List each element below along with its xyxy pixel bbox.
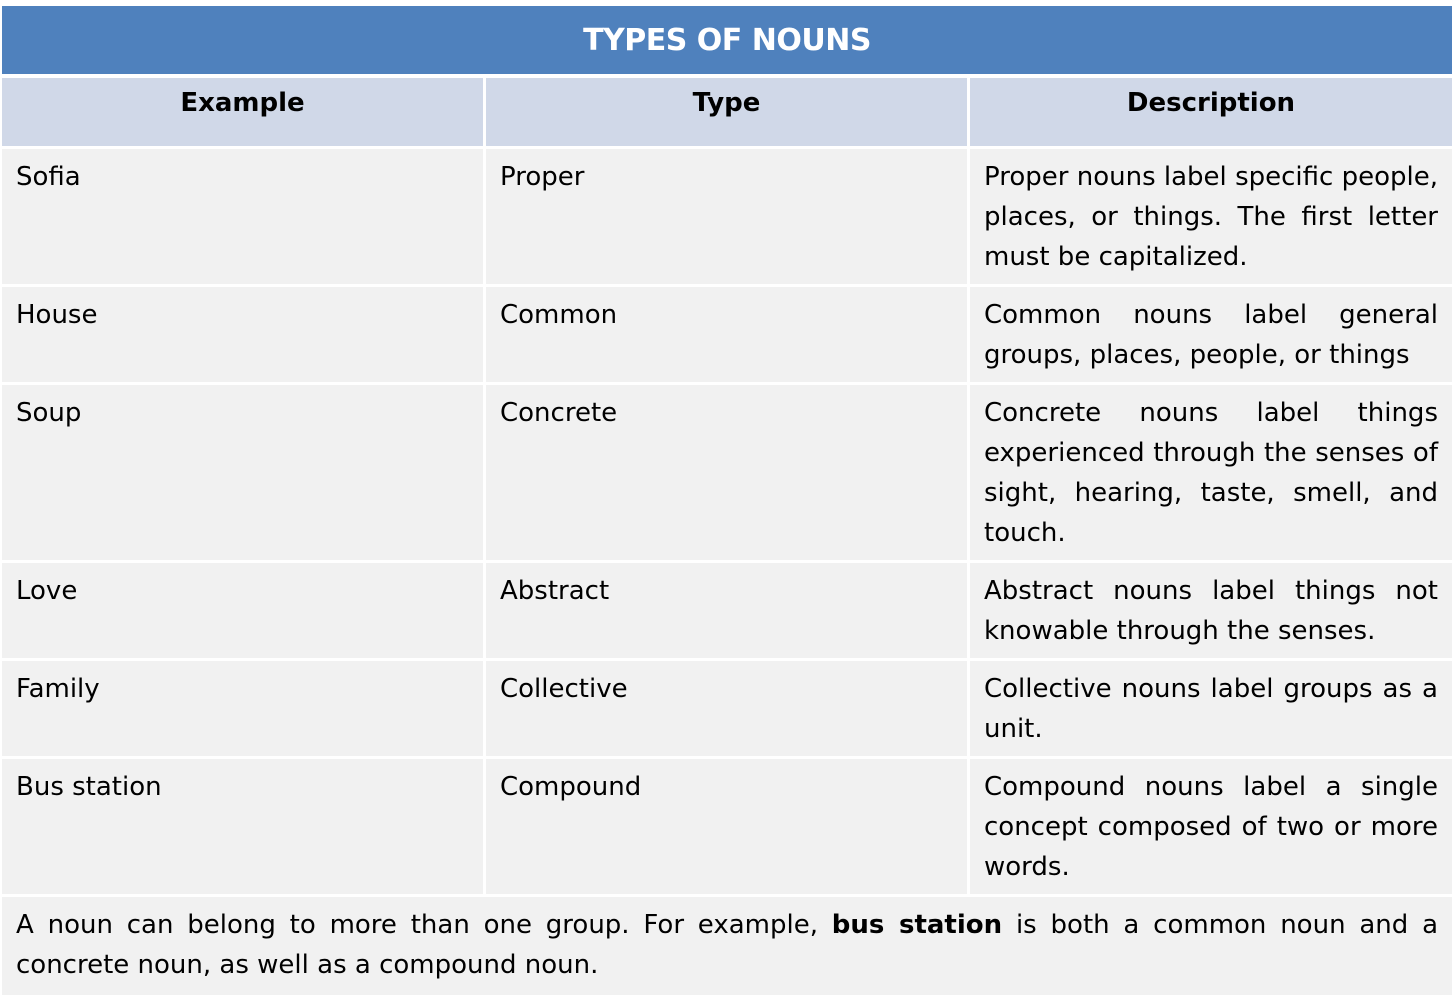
example-cell: House xyxy=(2,287,486,382)
header-example: Example xyxy=(2,78,486,146)
header-row xyxy=(2,78,1452,149)
type-cell: Concrete xyxy=(486,385,970,560)
table-row xyxy=(2,759,1452,897)
description-cell: Abstract nouns label things not knowable through the senses. xyxy=(984,576,1438,646)
example-cell: Sofia xyxy=(2,149,486,284)
table-row xyxy=(2,661,1452,759)
table-row xyxy=(2,149,1452,287)
description-cell: Compound nouns label a single concept composed of two or more words. xyxy=(984,772,1438,882)
footer-text-before: A noun can belong to more than one group. For example, xyxy=(16,910,832,940)
table-row xyxy=(2,287,1452,385)
example-cell: Love xyxy=(2,563,486,658)
type-cell: Common xyxy=(486,287,970,382)
header-type: Type xyxy=(486,78,970,146)
table-row xyxy=(2,563,1452,661)
description-cell: Proper nouns label specific people, places, or things. The first letter must be capitalized. xyxy=(984,162,1438,272)
header-description: Description xyxy=(1126,88,1296,118)
description-cell: Concrete nouns label things experienced through the senses of sight, hearing, taste, smell, and touch. xyxy=(984,398,1438,548)
footer-bold-term: bus station xyxy=(831,910,1003,940)
type-cell: Compound xyxy=(486,759,970,894)
nouns-table xyxy=(2,6,1452,995)
footer-note xyxy=(2,897,1452,995)
table-title: TYPES OF NOUNS xyxy=(2,6,1452,78)
type-cell: Collective xyxy=(486,661,970,756)
description-cell: Common nouns label general groups, places, people, or things xyxy=(984,300,1438,370)
example-cell: Bus station xyxy=(2,759,486,894)
example-cell: Family xyxy=(2,661,486,756)
table-row xyxy=(2,385,1452,563)
footer-text-after: is both a common noun and a concrete noun, as well as a compound noun. xyxy=(16,910,1439,980)
type-cell: Proper xyxy=(486,149,970,284)
description-cell: Collective nouns label groups as a unit. xyxy=(984,674,1438,744)
type-cell: Abstract xyxy=(486,563,970,658)
example-cell: Soup xyxy=(2,385,486,560)
